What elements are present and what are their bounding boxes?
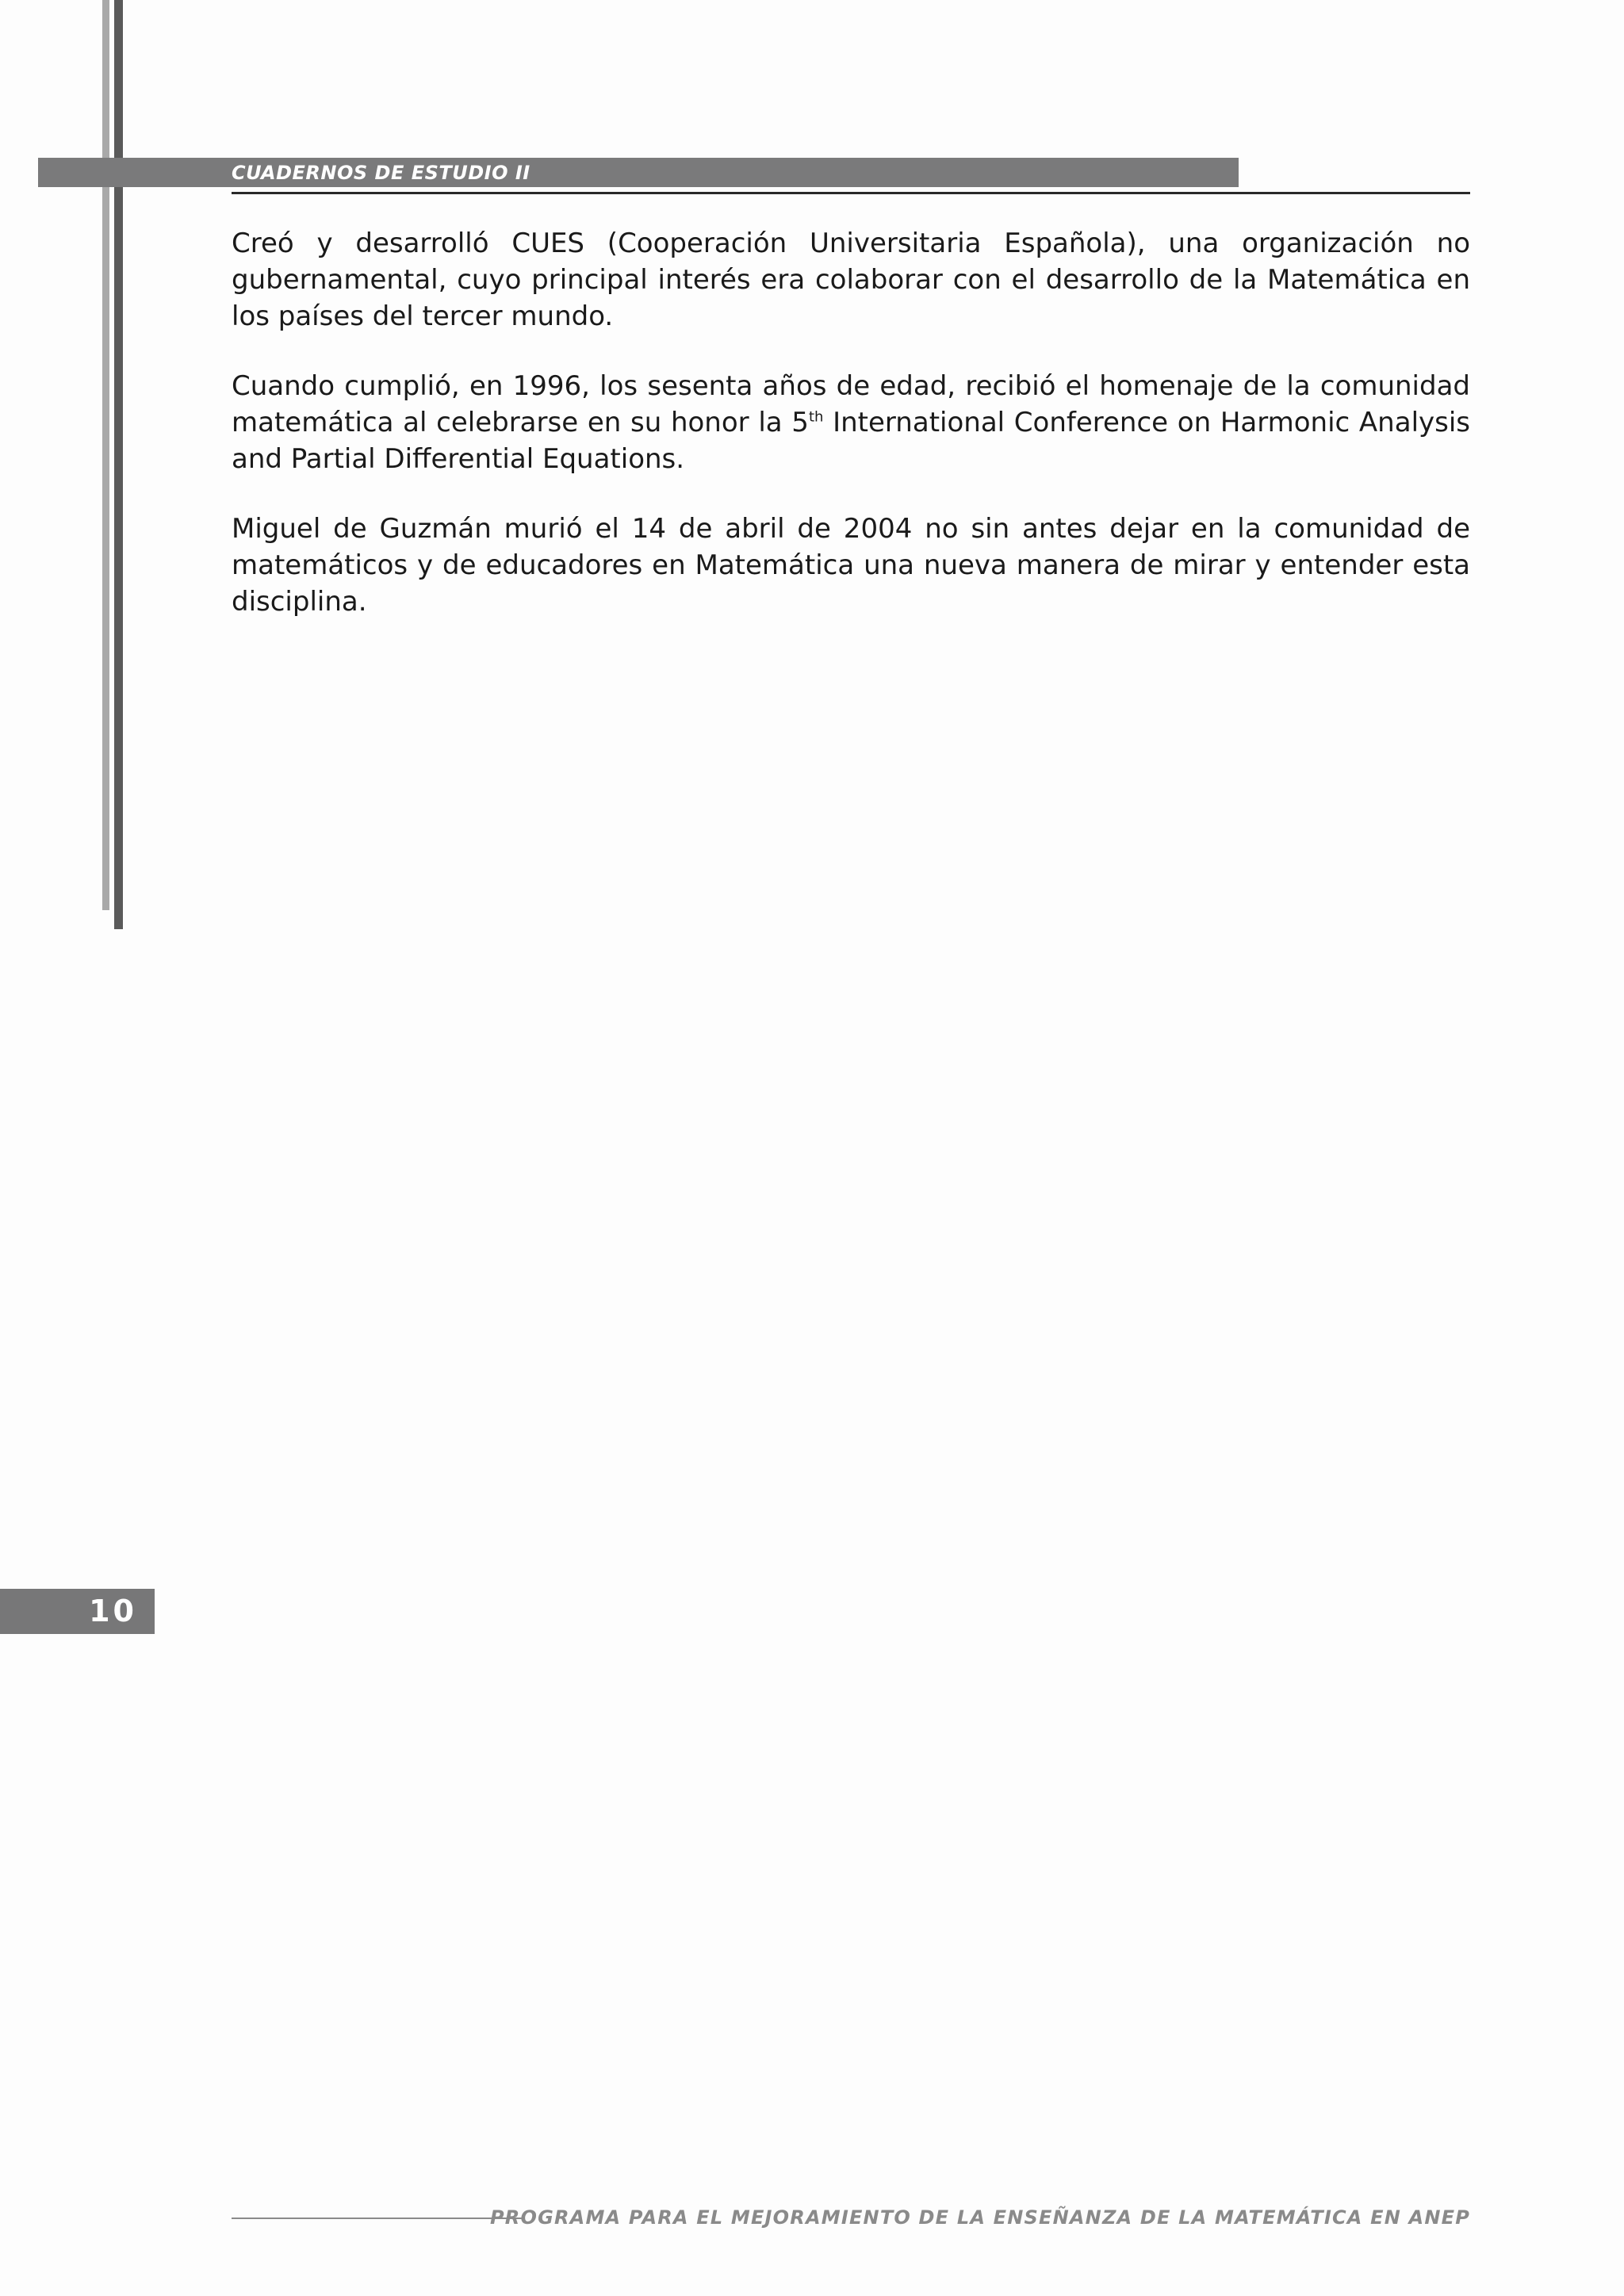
footer-rule xyxy=(232,2218,523,2219)
paragraph-2 xyxy=(232,368,1470,477)
page-number-box xyxy=(0,1589,155,1634)
ordinal-superscript: th xyxy=(808,408,824,426)
paragraph-2-text-after: International Conference on Harmonic Analysis and Partial Differential Equations. xyxy=(232,407,1471,475)
footer-text: PROGRAMA PARA EL MEJORAMIENTO DE LA ENSEÑANZA DE LA MATEMÁTICA EN ANEP xyxy=(490,2206,1470,2229)
paragraph-1: Creó y desarrolló CUES (Cooperación Universitaria Española), una organización no gubernamental, cuyo principal interés era colaborar con el desarrollo de la Matemática en los países del tercer mundo. xyxy=(232,228,1470,332)
header-rule xyxy=(232,192,1470,194)
running-header-band xyxy=(38,158,1239,187)
paragraph-3: Miguel de Guzmán murió el 14 de abril de 2004 no sin antes dejar en la comunidad de matemáticos y de educadores en Matemática una nueva manera de mirar y entender esta disciplina. xyxy=(232,513,1470,618)
page-number: 10 xyxy=(89,1594,137,1628)
running-header-title: CUADERNOS DE ESTUDIO II xyxy=(232,162,530,184)
main-text xyxy=(232,225,1470,653)
margin-bar-dark xyxy=(114,0,123,929)
paragraph-2-text-before: Cuando cumplió, en 1996, los sesenta años de edad, recibió el homenaje de la comunidad matemática al celebrarse en su honor la 5 xyxy=(232,370,1470,438)
margin-bar-light xyxy=(102,0,109,910)
